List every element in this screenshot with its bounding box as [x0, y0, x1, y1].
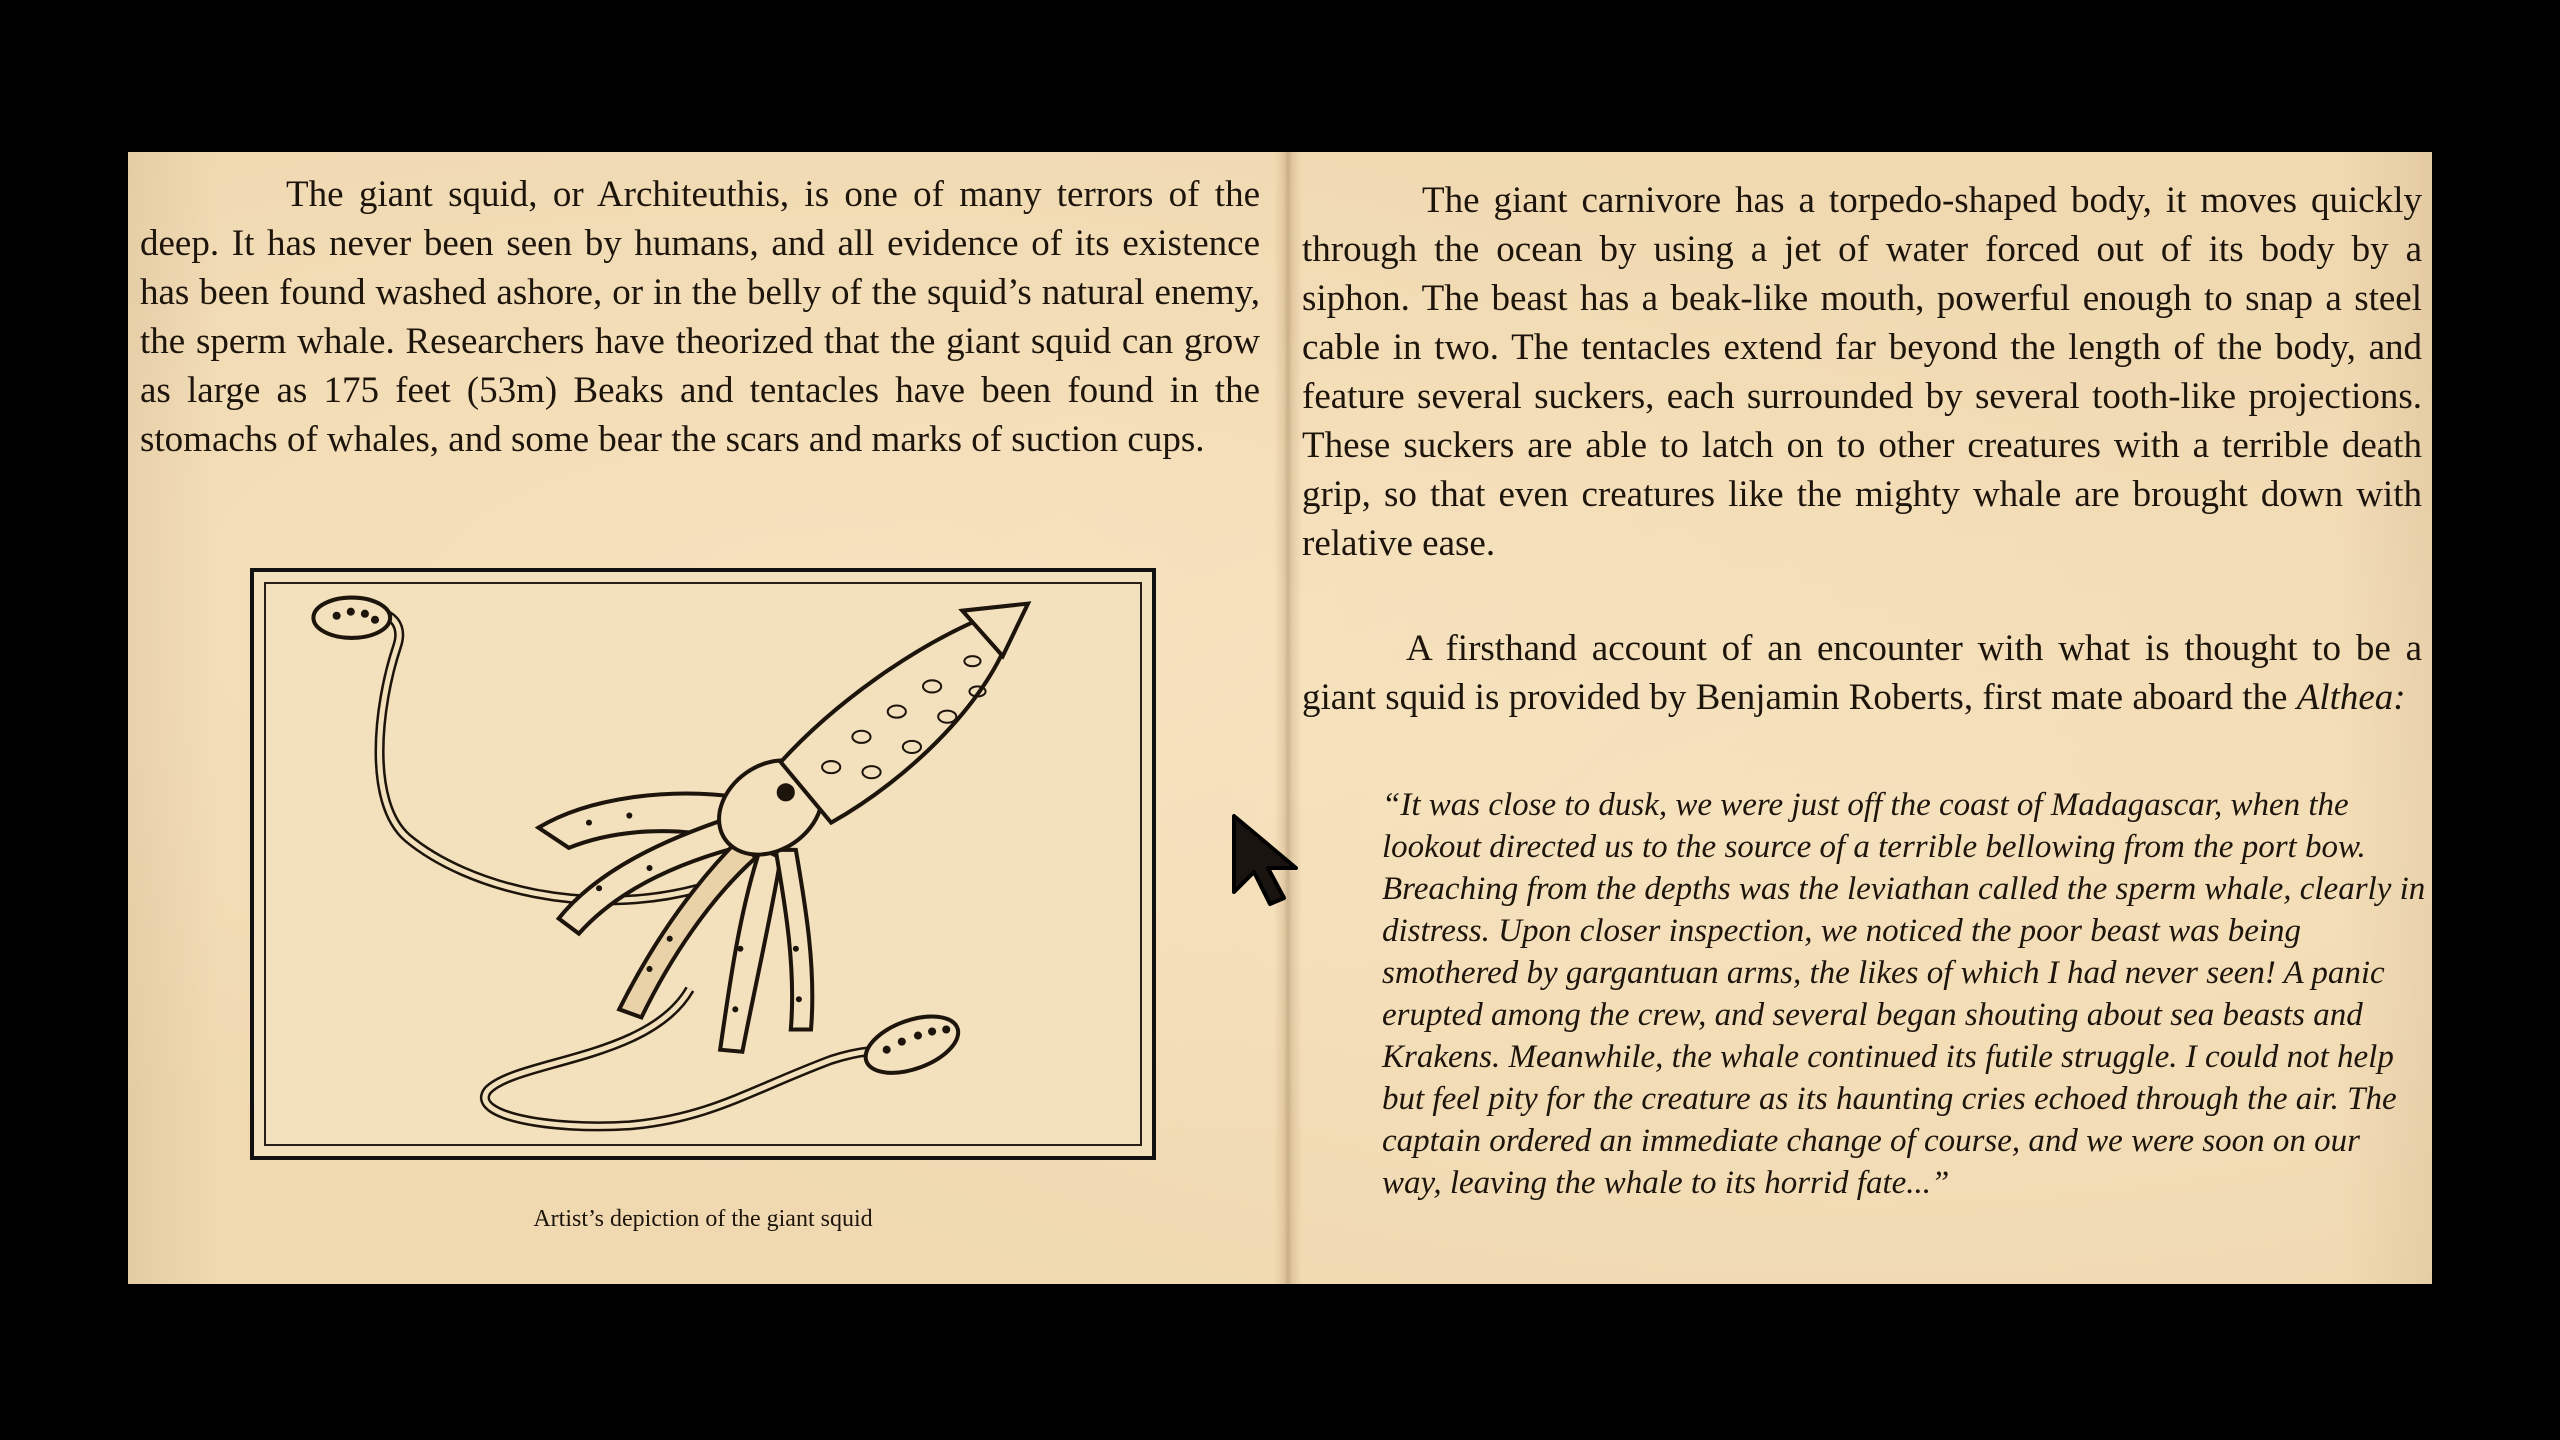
book-spine [1274, 152, 1302, 1284]
left-page [128, 152, 1274, 1284]
mouse-pointer-icon [1230, 812, 1302, 912]
left-page-paragraph: The giant squid, or Architeuthis, is one of many terrors of the deep. It has never been seen by humans, and all evidence of its existence has been found washed ashore, or in the belly of the squid’s natural enemy, the sperm whale. Researchers have theorized that the giant squid can grow as large as 175 feet (53m) Beaks and tentacles have been found in the stomachs of whales, and some bear the scars and marks of suction cups. [140, 174, 1260, 460]
right-page-paragraph-1: The giant carnivore has a torpedo-shaped body, it moves quickly through the ocean by using a jet of water forced out of its body by a siphon. The beast has a beak-like mouth, powerful enough to snap a steel cable in two. The tentacles extend far beyond the length of the body, and feature several suckers, each surrounded by several tooth-like projections. These suckers are able to latch on to other creatures with a terrible death grip, so that even creatures like the mighty whale are brought down with relative ease. [1302, 180, 2422, 564]
paragraph-2-text: A firsthand account of an encounter with what is thought to be a giant squid is provided by Benjamin Roberts, first mate aboard the [1302, 628, 2422, 718]
ship-name: Althea: [2296, 677, 2406, 718]
right-page [1302, 152, 2432, 1284]
firsthand-quote: “It was close to dusk, we were just off the coast of Madagascar, when the lookout directed us to the source of a terrible bellowing from the port bow. Breaching from the depths was the leviathan called the sperm whale, clearly in distress. Upon closer inspection, we noticed the poor beast was being smothered by gargantuan arms, the likes of which I had never seen! A panic erupted among the crew, and several began shouting about sea beasts and Krakens. Meanwhile, the whale continued its futile struggle. I could not help but feel pity for the creature as its haunting cries echoed through the air. The captain ordered an immediate change of course, and we were soon on our way, leaving the whale to its horrid fate...” [1382, 787, 2426, 1201]
squid-illustration-frame [250, 568, 1156, 1160]
illustration-inner-border [264, 582, 1142, 1146]
figure-caption: Artist’s depiction of the giant squid [533, 1206, 873, 1232]
right-page-paragraph-2 [1302, 624, 2422, 722]
open-book [128, 152, 2432, 1284]
giant-squid-illustration [266, 584, 1140, 1144]
